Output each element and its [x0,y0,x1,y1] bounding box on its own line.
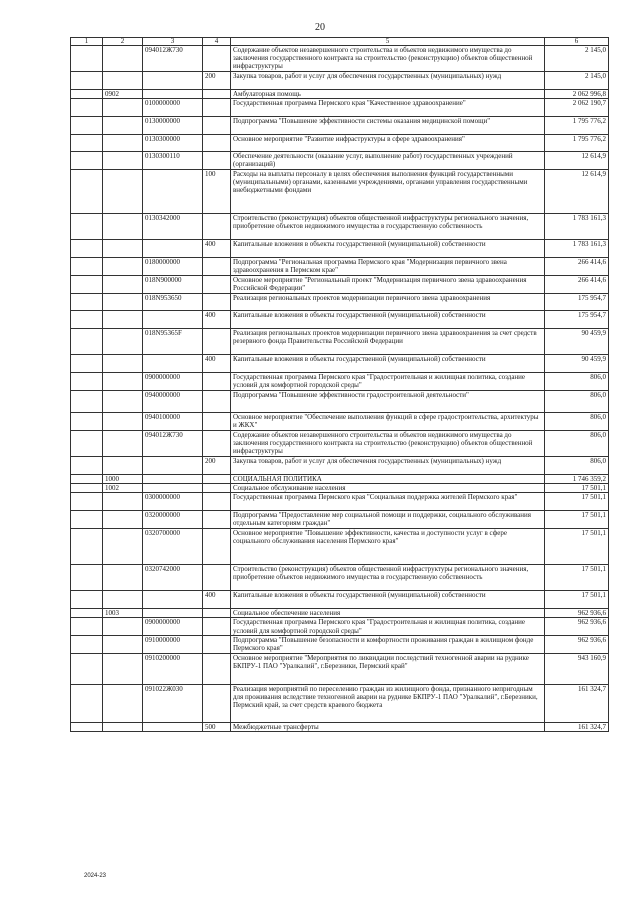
target-article-code [143,240,203,258]
col1-cell [71,311,103,329]
target-article-code [143,311,203,329]
expense-type-code [203,135,231,152]
name-cell: Закупка товаров, работ и услуг для обеспечения государственных (муниципальных) нужд [231,72,545,90]
target-article-code: 0940000000 [143,390,203,412]
name-cell: Межбюджетные трансферты [231,723,545,732]
expense-type-code [203,275,231,293]
amount-cell: 806,0 [545,390,609,412]
name-cell: Государственная программа Пермского края "Градостроительная и жилищная политика, создание условий для комфортной городской среды" [231,373,545,391]
table-row [71,257,609,275]
name-cell: Капитальные вложения в объекты государственной (муниципальной) собственности [231,355,545,373]
expense-type-code: 400 [203,240,231,258]
col1-cell [71,89,103,98]
table-body [71,46,609,732]
expense-type-code [203,373,231,391]
section-code [103,152,143,170]
amount-cell: 806,0 [545,412,609,430]
amount-cell: 962 936,6 [545,609,609,618]
expense-type-code [203,654,231,685]
target-article-code: 018N953650 [143,293,203,311]
target-article-code: 0130000000 [143,117,203,135]
col1-cell [71,152,103,170]
column-header: 1 [71,38,103,46]
target-article-code: 0180000000 [143,257,203,275]
amount-cell: 12 614,9 [545,152,609,170]
amount-cell: 2 062 996,8 [545,89,609,98]
amount-cell: 806,0 [545,373,609,391]
section-code [103,591,143,609]
table-row [71,484,609,493]
expense-type-code [203,390,231,412]
col1-cell [71,529,103,565]
amount-cell: 2 145,0 [545,46,609,72]
section-code [103,685,143,723]
amount-cell: 12 614,9 [545,169,609,213]
amount-cell: 266 414,6 [545,275,609,293]
section-code [103,493,143,511]
table-row [71,213,609,239]
table-row [71,390,609,412]
name-cell: Государственная программа Пермского края "Градостроительная и жилищная политика, создание условий для комфортной городской среды" [231,618,545,636]
amount-cell: 2 062 190,7 [545,99,609,117]
target-article-code [143,591,203,609]
amount-cell: 161 324,7 [545,685,609,723]
table-row [71,117,609,135]
name-cell: Основное мероприятие "Мероприятия по ликвидации последствий техногенной аварии на руднике БКПРУ-1 ПАО "Уралкалий", г.Березники, Пермский край" [231,654,545,685]
amount-cell: 943 160,9 [545,654,609,685]
col1-cell [71,636,103,654]
amount-cell: 17 501,1 [545,591,609,609]
section-code [103,99,143,117]
budget-table [70,37,609,732]
amount-cell: 175 954,7 [545,311,609,329]
column-header-row [71,38,609,46]
page-number: 20 [315,22,325,33]
expense-type-code [203,636,231,654]
col1-cell [71,565,103,591]
section-code [103,275,143,293]
amount-cell: 17 501,1 [545,484,609,493]
name-cell: Государственная программа Пермского края "Качественное здравоохранение" [231,99,545,117]
target-article-code: 0900000000 [143,618,203,636]
expense-type-code [203,484,231,493]
target-article-code [143,355,203,373]
name-cell: Строительство (реконструкция) объектов общественной инфраструктуры регионального значения, приобретение объектов недвижимого имущества в государственную собственность [231,565,545,591]
table-row [71,412,609,430]
expense-type-code [203,474,231,483]
amount-cell: 17 501,1 [545,565,609,591]
section-code: 1000 [103,474,143,483]
target-article-code: 0900000000 [143,373,203,391]
table-row [71,636,609,654]
section-code [103,529,143,565]
table-row [71,618,609,636]
target-article-code: 0940100000 [143,412,203,430]
expense-type-code [203,609,231,618]
amount-cell: 161 324,7 [545,723,609,732]
col1-cell [71,456,103,474]
table-row [71,565,609,591]
col1-cell [71,329,103,355]
target-article-code [143,72,203,90]
target-article-code [143,723,203,732]
section-code [103,654,143,685]
target-article-code: 091022Ж030 [143,685,203,723]
expense-type-code [203,685,231,723]
table-row [71,311,609,329]
col1-cell [71,484,103,493]
section-code [103,135,143,152]
name-cell: Социальное обслуживание населения [231,484,545,493]
col1-cell [71,257,103,275]
section-code [103,117,143,135]
table-row [71,430,609,456]
expense-type-code [203,618,231,636]
amount-cell: 90 459,9 [545,329,609,355]
col1-cell [71,240,103,258]
target-article-code: 0910200000 [143,654,203,685]
target-article-code: 094012Ж730 [143,46,203,72]
name-cell: Капитальные вложения в объекты государственной (муниципальной) собственности [231,591,545,609]
table-row [71,609,609,618]
expense-type-code [203,565,231,591]
section-code [103,456,143,474]
section-code [103,293,143,311]
target-article-code: 0130300110 [143,152,203,170]
col1-cell [71,117,103,135]
section-code [103,72,143,90]
col1-cell [71,373,103,391]
name-cell: Основное мероприятие "Обеспечение выполнения функций в сфере градостроительства, архитектуры и ЖКХ" [231,412,545,430]
footer-code: 2024-23 [84,873,107,879]
name-cell: Реализация региональных проектов модернизации первичного звена здравоохранения [231,293,545,311]
amount-cell: 1 746 359,2 [545,474,609,483]
name-cell: Государственная программа Пермского края "Социальная поддержка жителей Пермского края" [231,493,545,511]
col1-cell [71,474,103,483]
name-cell: Подпрограмма "Предоставление мер социальной помощи и поддержки, социального обслуживания отдельным категориям граждан" [231,511,545,529]
col1-cell [71,430,103,456]
col1-cell [71,591,103,609]
name-cell: СОЦИАЛЬНАЯ ПОЛИТИКА [231,474,545,483]
name-cell: Содержание объектов незавершенного строительства и объектов недвижимого имущества до заключения государственного контракта на строительство (реконструкцию) объектов общественной инфраструктуры [231,430,545,456]
table-row [71,529,609,565]
column-header: 3 [143,38,203,46]
amount-cell: 962 936,6 [545,636,609,654]
col1-cell [71,293,103,311]
section-code [103,169,143,213]
target-article-code [143,609,203,618]
amount-cell: 806,0 [545,430,609,456]
name-cell: Подпрограмма "Повышение эффективности системы оказания медицинской помощи" [231,117,545,135]
col1-cell [71,511,103,529]
table-row [71,456,609,474]
section-code [103,311,143,329]
amount-cell: 1 795 776,2 [545,135,609,152]
amount-cell: 17 501,1 [545,493,609,511]
section-code [103,565,143,591]
target-article-code [143,169,203,213]
name-cell: Подпрограмма "Повышение безопасности и комфортности проживания граждан в жилищном фонде Пермского края" [231,636,545,654]
section-code [103,257,143,275]
name-cell: Подпрограмма "Повышение эффективности градостроительной деятельности" [231,390,545,412]
col1-cell [71,609,103,618]
target-article-code [143,456,203,474]
section-code [103,213,143,239]
amount-cell: 1 795 776,2 [545,117,609,135]
table-row [71,293,609,311]
table-row [71,355,609,373]
col1-cell [71,412,103,430]
table-row [71,591,609,609]
expense-type-code [203,412,231,430]
name-cell: Строительство (реконструкция) объектов общественной инфраструктуры регионального значения, приобретение объектов недвижимого имущества в государственную собственность [231,213,545,239]
section-code [103,430,143,456]
amount-cell: 17 501,1 [545,511,609,529]
amount-cell: 266 414,6 [545,257,609,275]
table-row [71,654,609,685]
col1-cell [71,169,103,213]
col1-cell [71,654,103,685]
name-cell: Основное мероприятие "Развитие инфраструктуры в сфере здравоохранения" [231,135,545,152]
name-cell: Обеспечение деятельности (оказание услуг, выполнение работ) государственных учреждений (организаций) [231,152,545,170]
name-cell: Основное мероприятие "Региональный проект "Модернизация первичного звена здравоохранения Российской Федерации" [231,275,545,293]
expense-type-code [203,493,231,511]
section-code [103,373,143,391]
col1-cell [71,723,103,732]
table-row [71,46,609,72]
section-code [103,329,143,355]
expense-type-code: 500 [203,723,231,732]
target-article-code: 0130300000 [143,135,203,152]
target-article-code: 018N95365F [143,329,203,355]
expense-type-code: 400 [203,355,231,373]
amount-cell: 2 145,0 [545,72,609,90]
table-row [71,723,609,732]
col1-cell [71,493,103,511]
expense-type-code [203,89,231,98]
table-row [71,329,609,355]
col1-cell [71,72,103,90]
expense-type-code: 200 [203,456,231,474]
name-cell: Амбулаторная помощь [231,89,545,98]
section-code [103,240,143,258]
col1-cell [71,685,103,723]
section-code [103,390,143,412]
expense-type-code: 400 [203,591,231,609]
name-cell: Реализация мероприятий по переселению граждан из жилищного фонда, признанного непригодным для проживания вследствие техногенной аварии на руднике БКПРУ-1 ПАО "Уралкалий", г.Березники, Пермский край, за счет средств краевого бюджета [231,685,545,723]
section-code [103,46,143,72]
col1-cell [71,275,103,293]
name-cell: Основное мероприятие "Повышение эффективности, качества и доступности услуг в сфере социального обслуживания населения Пермского края" [231,529,545,565]
table-row [71,474,609,483]
target-article-code: 018N900000 [143,275,203,293]
amount-cell: 175 954,7 [545,293,609,311]
target-article-code: 0320000000 [143,511,203,529]
col1-cell [71,99,103,117]
col1-cell [71,213,103,239]
table-row [71,685,609,723]
col1-cell [71,355,103,373]
amount-cell: 90 459,9 [545,355,609,373]
table-row [71,240,609,258]
name-cell: Подпрограмма "Региональная программа Пермского края "Модернизация первичного звена здравоохранения в Пермском крае" [231,257,545,275]
expense-type-code [203,529,231,565]
section-code [103,412,143,430]
section-code: 0902 [103,89,143,98]
col1-cell [71,135,103,152]
target-article-code: 0320700000 [143,529,203,565]
table-row [71,373,609,391]
table-row [71,72,609,90]
amount-cell: 1 783 161,3 [545,213,609,239]
section-code [103,723,143,732]
expense-type-code [203,99,231,117]
expense-type-code [203,293,231,311]
col1-cell [71,618,103,636]
expense-type-code: 100 [203,169,231,213]
amount-cell: 1 783 161,3 [545,240,609,258]
target-article-code [143,89,203,98]
target-article-code [143,474,203,483]
table-row [71,152,609,170]
name-cell: Расходы на выплаты персоналу в целях обеспечения выполнения функций государственными (муниципальными) органами, казенными учреждениями, органами управления государственными внебюджетными фондами [231,169,545,213]
column-header: 4 [203,38,231,46]
target-article-code: 0910000000 [143,636,203,654]
section-code: 1002 [103,484,143,493]
name-cell: Социальное обеспечение населения [231,609,545,618]
expense-type-code [203,511,231,529]
col1-cell [71,46,103,72]
target-article-code: 094012Ж730 [143,430,203,456]
amount-cell: 962 936,6 [545,618,609,636]
section-code [103,355,143,373]
expense-type-code [203,213,231,239]
target-article-code: 0100000000 [143,99,203,117]
name-cell: Содержание объектов незавершенного строительства и объектов недвижимого имущества до заключения государственного контракта на строительство (реконструкцию) объектов общественной инфраструктуры [231,46,545,72]
target-article-code: 0130342000 [143,213,203,239]
col1-cell [71,390,103,412]
column-header: 5 [231,38,545,46]
column-header: 2 [103,38,143,46]
expense-type-code: 200 [203,72,231,90]
target-article-code: 0320742000 [143,565,203,591]
name-cell: Реализация региональных проектов модернизации первичного звена здравоохранения за счет средств резервного фонда Правительства Российской Федерации [231,329,545,355]
section-code: 1003 [103,609,143,618]
table-row [71,275,609,293]
target-article-code: 0300000000 [143,493,203,511]
expense-type-code [203,46,231,72]
target-article-code [143,484,203,493]
table-row [71,511,609,529]
table-row [71,493,609,511]
section-code [103,511,143,529]
table-row [71,89,609,98]
section-code [103,636,143,654]
section-code [103,618,143,636]
name-cell: Капитальные вложения в объекты государственной (муниципальной) собственности [231,240,545,258]
column-header: 6 [545,38,609,46]
table-row [71,99,609,117]
expense-type-code [203,152,231,170]
expense-type-code: 400 [203,311,231,329]
expense-type-code [203,117,231,135]
expense-type-code [203,430,231,456]
expense-type-code [203,329,231,355]
expense-type-code [203,257,231,275]
name-cell: Капитальные вложения в объекты государственной (муниципальной) собственности [231,311,545,329]
table-row [71,135,609,152]
amount-cell: 806,0 [545,456,609,474]
name-cell: Закупка товаров, работ и услуг для обеспечения государственных (муниципальных) нужд [231,456,545,474]
amount-cell: 17 501,1 [545,529,609,565]
table-row [71,169,609,213]
